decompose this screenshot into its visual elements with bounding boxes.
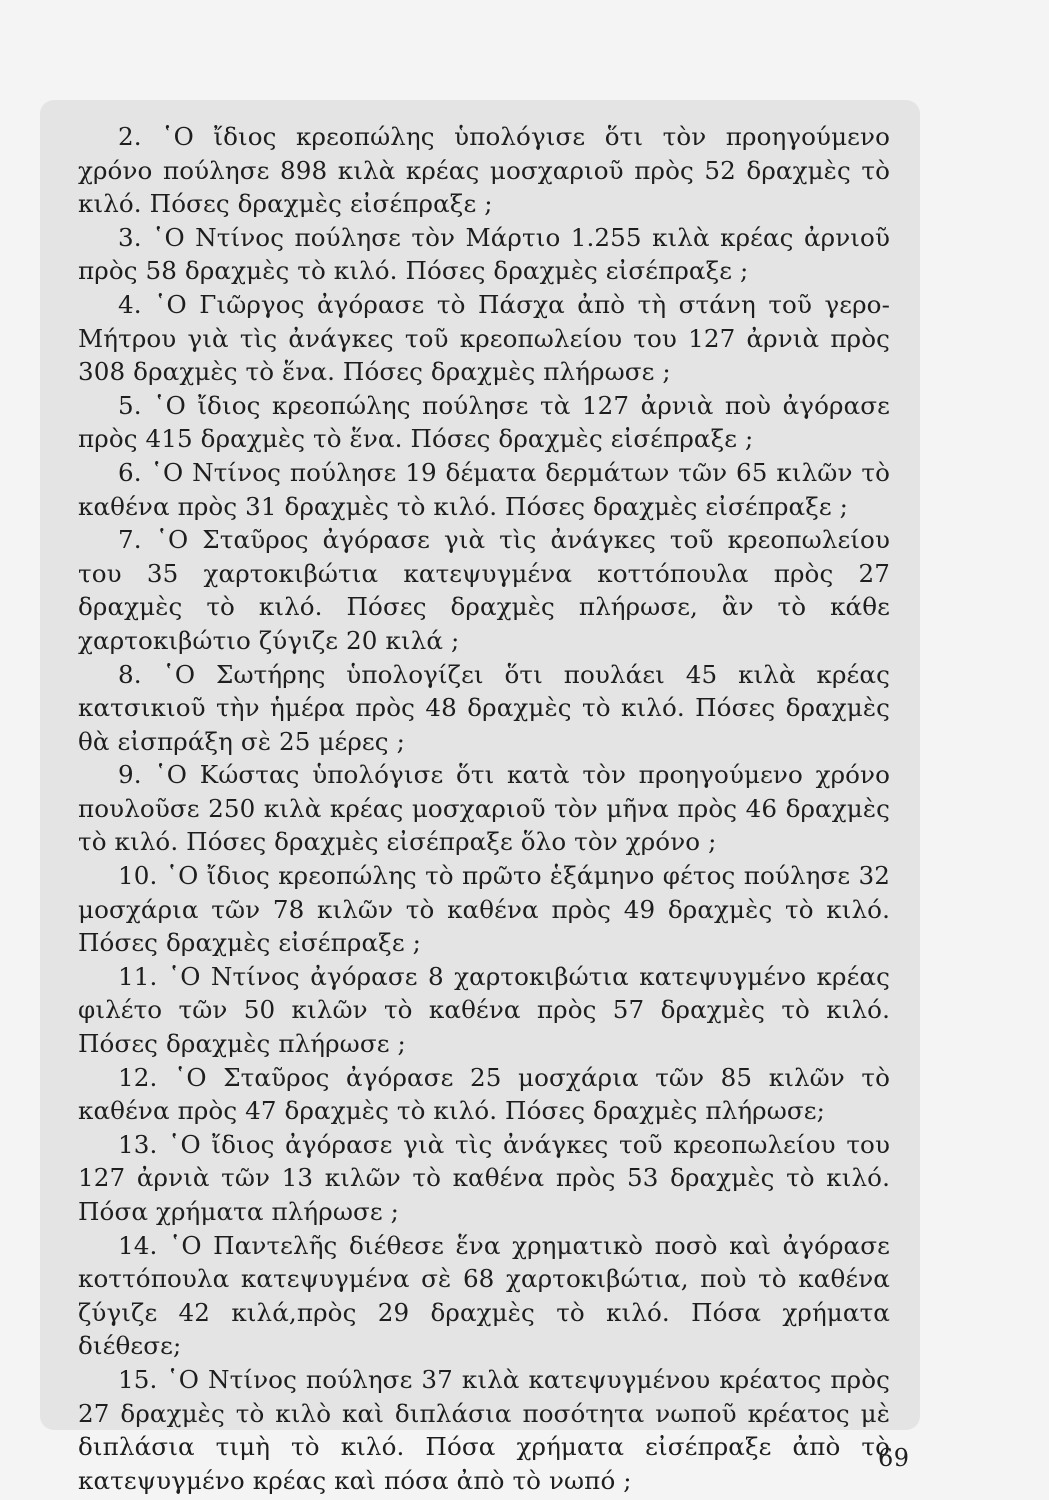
problem-text: ῾Ο Σταῦρος ἀγόρασε γιὰ τὶς ἀνάγκες τοῦ κρεοπωλείου του 35 χαρτοκιβώτια κατεψυγμένα κοττόπουλα πρὸς 27 δραχμὲς τὸ κιλό. Πόσες δραχμὲς πλήρωσε, ἂν τὸ κάθε χαρτοκιβώτιο ζύγιζε 20 κιλά ; (78, 525, 890, 655)
problem-text: ῾Ο Σταῦρος ἀγόρασε 25 μοσχάρια τῶν 85 κιλῶν τὸ καθένα πρὸς 47 δραχμὲς τὸ κιλό. Πόσες δραχμὲς πλήρωσε; (78, 1062, 891, 1126)
problem-item (78, 221, 890, 288)
problem-item (78, 288, 890, 389)
problem-item (78, 1229, 890, 1363)
problem-number: 6. (118, 457, 142, 487)
problem-item (78, 389, 890, 456)
problem-item (78, 859, 890, 960)
problem-number: 8. (118, 659, 142, 689)
problem-item (78, 658, 890, 759)
problem-item (78, 960, 890, 1061)
problem-number: 9. (118, 760, 142, 790)
problem-text: ῾Ο ἴδιος ἀγόρασε γιὰ τὶς ἀνάγκες τοῦ κρεοπωλείου του 127 ἀρνιὰ τῶν 13 κιλῶν τὸ καθένα πρὸς 53 δραχμὲς τὸ κιλό. Πόσα χρήματα πλήρωσε ; (78, 1129, 891, 1226)
problem-text: ῾Ο ἴδιος κρεοπώλης ὑπολόγισε ὅτι τὸν προηγούμενο χρόνο πούλησε 898 κιλὰ κρέας μοσχαριοῦ πρὸς 52 δραχμὲς τὸ κιλό. Πόσες δραχμὲς εἰσέπραξε ; (78, 122, 890, 219)
problem-text: ῾Ο Γιῶργος ἀγόρασε τὸ Πάσχα ἀπὸ τὴ στάνη τοῦ γερο-Μήτρου γιὰ τὶς ἀνάγκες τοῦ κρεοπωλείου του 127 ἀρνιὰ πρὸς 308 δραχμὲς τὸ ἕνα. Πόσες δραχμὲς πλήρωσε ; (78, 289, 890, 387)
problem-text: ῾Ο ἴδιος κρεοπώλης τὸ πρῶτο ἑξάμηνο φέτος πούλησε 32 μοσχάρια τῶν 78 κιλῶν τὸ καθένα πρὸς 49 δραχμὲς τὸ κιλό. Πόσες δραχμὲς εἰσέπραξε ; (78, 861, 890, 958)
problem-number: 7. (118, 525, 142, 555)
problem-item (78, 456, 890, 523)
problem-number: 11. (118, 961, 158, 991)
problem-item (78, 758, 890, 859)
problem-number: 2. (118, 122, 142, 151)
problem-number: 14. (118, 1230, 158, 1260)
page-number: 69 (878, 1444, 910, 1472)
problem-text: ῾Ο Ντίνος πούλησε 19 δέματα δερμάτων τῶν 65 κιλῶν τὸ καθένα πρὸς 31 δραχμὲς τὸ κιλό. Πόσες δραχμὲς εἰσέπραξε ; (78, 457, 890, 521)
problem-text: ῾Ο Ντίνος πούλησε τὸν Μάρτιο 1.255 κιλὰ κρέας ἀρνιοῦ πρὸς 58 δραχμὲς τὸ κιλό. Πόσες δραχμὲς εἰσέπραξε ; (78, 222, 890, 286)
problem-text: ῾Ο Ντίνος πούλησε 37 κιλὰ κατεψυγμένου κρέατος πρὸς 27 δραχμὲς τὸ κιλὸ καὶ διπλάσια ποσότητα νωποῦ κρέατος μὲ διπλάσια τιμὴ τὸ κιλό. Πόσα χρήματα εἰσέπραξε ἀπὸ τὸ κατεψυγμένο κρέας καὶ πόσα ἀπὸ τὸ νωπό ; (78, 1364, 890, 1495)
problem-number: 15. (118, 1364, 158, 1394)
problem-item (78, 120, 890, 221)
problem-text: ῾Ο Ντίνος ἀγόρασε 8 χαρτοκιβώτια κατεψυγμένο κρέας φιλέτο τῶν 50 κιλῶν τὸ καθένα πρὸς 57 δραχμὲς τὸ κιλό. Πόσες δραχμὲς πλήρωσε ; (78, 961, 890, 1059)
problem-item (78, 1363, 890, 1497)
problem-text: ῾Ο Σωτήρης ὑπολογίζει ὅτι πουλάει 45 κιλὰ κρέας κατσικιοῦ τὴν ἡμέρα πρὸς 48 δραχμὲς τὸ κιλό. Πόσες δραχμὲς θὰ εἰσπράξη σὲ 25 μέρες ; (78, 659, 890, 756)
problem-text: ῾Ο Κώστας ὑπολόγισε ὅτι κατὰ τὸν προηγούμενο χρόνο πουλοῦσε 250 κιλὰ κρέας μοσχαριοῦ τὸν μῆνα πρὸς 46 δραχμὲς τὸ κιλό. Πόσες δραχμὲς εἰσέπραξε ὅλο τὸν χρόνο ; (78, 760, 890, 857)
problem-number: 5. (118, 390, 142, 420)
problem-item (78, 1128, 890, 1229)
problem-list (78, 120, 890, 1497)
problem-number: 13. (118, 1129, 158, 1159)
problem-number: 10. (118, 861, 158, 891)
problem-number: 12. (118, 1062, 158, 1092)
problem-number: 4. (118, 289, 142, 319)
problem-text: ῾Ο Παντελῆς διέθεσε ἕνα χρηματικὸ ποσὸ καὶ ἀγόρασε κοττόπουλα κατεψυγμένα σὲ 68 χαρτοκιβώτια, ποὺ τὸ καθένα ζύγιζε 42 κιλά,πρὸς 29 δραχμὲς τὸ κιλό. Πόσα χρήματα διέθεσε; (78, 1230, 890, 1361)
problem-text: ῾Ο ἴδιος κρεοπώλης πούλησε τὰ 127 ἀρνιὰ ποὺ ἀγόρασε πρὸς 415 δραχμὲς τὸ ἕνα. Πόσες δραχμὲς εἰσέπραξε ; (78, 390, 891, 454)
problem-number: 3. (118, 222, 142, 252)
problem-item (78, 1061, 890, 1128)
problem-item (78, 523, 890, 657)
